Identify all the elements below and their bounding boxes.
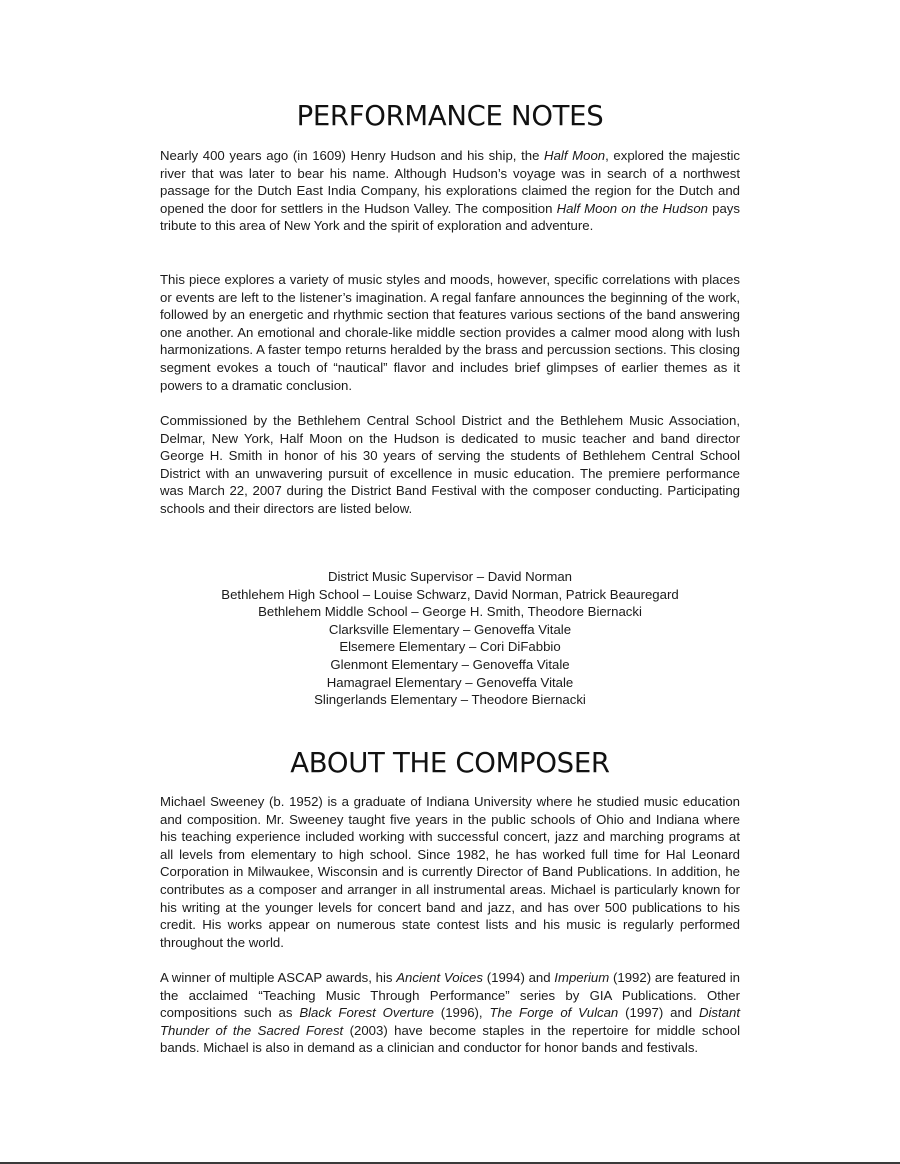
performance-notes-paragraph-3: Commissioned by the Bethlehem Central School District and the Bethlehem Music Association, Delmar, New York, Half Moon on the Hudson is dedicated to music teacher and band director George H. Smith in honor of his 30 years of serving the students of Bethlehem Central School District with an unwavering pursuit of excellence in music education. The premiere performance was March 22, 2007 during the District Band Festival with the composer conducting. Participating schools and their directors are listed below.	[160, 413, 740, 516]
performance-notes-paragraph-2: This piece explores a variety of music styles and moods, however, specific correlations with places or events are left to the listener’s imagination. A regal fanfare announces the beginning of the work, followed by an energetic and rhythmic section that features various sections of the band answering one another. An emotional and chorale-like middle section provides a calmer mood along with lush harmonizations. A faster tempo returns heralded by the brass and percussion sections. This closing segment evokes a touch of “nautical” flavor and includes brief glimpses of earlier themes as it powers to a dramatic conclusion.	[160, 272, 740, 393]
performance-notes-paragraph-1	[160, 147, 740, 235]
italic-title: Imperium	[554, 970, 610, 985]
performance-notes-section	[160, 100, 740, 132]
performance-notes-body	[160, 147, 740, 235]
text-run: (1996),	[433, 1005, 490, 1021]
participants-list	[150, 568, 750, 709]
italic-title: Half Moon	[544, 148, 606, 163]
text-run: (1994) and	[483, 970, 555, 985]
credit-line: Hamagrael Elementary – Genoveffa Vitale	[326, 674, 574, 690]
text-run: , explored the majestic river that was later to bear his name. Although Hudson’s voyage was in search of a northwest passage for the Dutch East India Company, his explorations claimed the region for the Dutch and opened the door for settlers in the Hudson Valley. The composition	[160, 148, 740, 216]
about-composer-section	[160, 747, 740, 779]
italic-title: Black Forest Overture	[299, 1005, 434, 1021]
about-composer-body-1	[160, 793, 740, 951]
about-composer-heading: ABOUT THE COMPOSER	[290, 747, 610, 779]
italic-title: Distant Thunder of the Sacred Forest	[160, 1005, 741, 1038]
credits-list	[150, 568, 750, 709]
credit-line: Clarksville Elementary – Genoveffa Vitale	[328, 621, 572, 637]
credit-line: Glenmont Elementary – Genoveffa Vitale	[330, 656, 570, 672]
text-run: (1997) and	[618, 1005, 699, 1021]
text-run: A winner of multiple ASCAP awards, his	[160, 970, 397, 985]
credit-line: Bethlehem Middle School – George H. Smith, Theodore Biernacki	[258, 604, 642, 620]
italic-title: The Forge of Vulcan	[489, 1005, 619, 1021]
about-composer-paragraph-2	[160, 969, 740, 1057]
performance-notes-body-2	[160, 271, 740, 394]
about-composer-paragraph-1: Michael Sweeney (b. 1952) is a graduate of Indiana University where he studied music education and composition. Mr. Sweeney taught five years in the public schools of Ohio and Indiana where his teaching experience included working with successful concert, jazz and marching programs at all levels from elementary to high school. Since 1982, he has worked full time for Hal Leonard Corporation in Milwaukee, Wisconsin and is currently Director of Band Publications. In addition, he contributes as a composer and arranger in all instrumental areas. Michael is particularly known for his writing at the younger levels for concert band and jazz, and has over 500 publications to his credit. His works appear on numerous state contest lists and his music is regularly performed throughout the world.	[160, 794, 740, 950]
credit-line: Slingerlands Elementary – Theodore Biernacki	[314, 692, 586, 708]
text-run: (2003) have become staples in the repertoire for middle school bands. Michael is also in demand as a clinician and conductor for honor bands and festivals.	[160, 1022, 740, 1056]
italic-title: Half Moon on the Hudson	[556, 200, 708, 216]
performance-notes-body-3	[160, 412, 740, 518]
text-run: pays tribute to this area of New York and the spirit of exploration and adventure.	[160, 200, 740, 234]
about-composer-body-2	[160, 969, 740, 1057]
performance-notes-heading: PERFORMANCE NOTES	[296, 100, 604, 132]
credit-line: District Music Supervisor – David Norman	[327, 569, 573, 584]
credit-line: Elsemere Elementary – Cori DiFabbio	[339, 639, 561, 655]
italic-title: Ancient Voices	[396, 970, 483, 985]
text-run: (1992) are featured in the acclaimed “Teaching Music Through Performance” series by GIA Publications. Other compositions such as	[160, 970, 740, 1021]
credit-line: Bethlehem High School – Louise Schwarz, David Norman, Patrick Beauregard	[221, 586, 679, 602]
text-run: Nearly 400 years ago (in 1609) Henry Hudson and his ship, the	[160, 148, 545, 163]
